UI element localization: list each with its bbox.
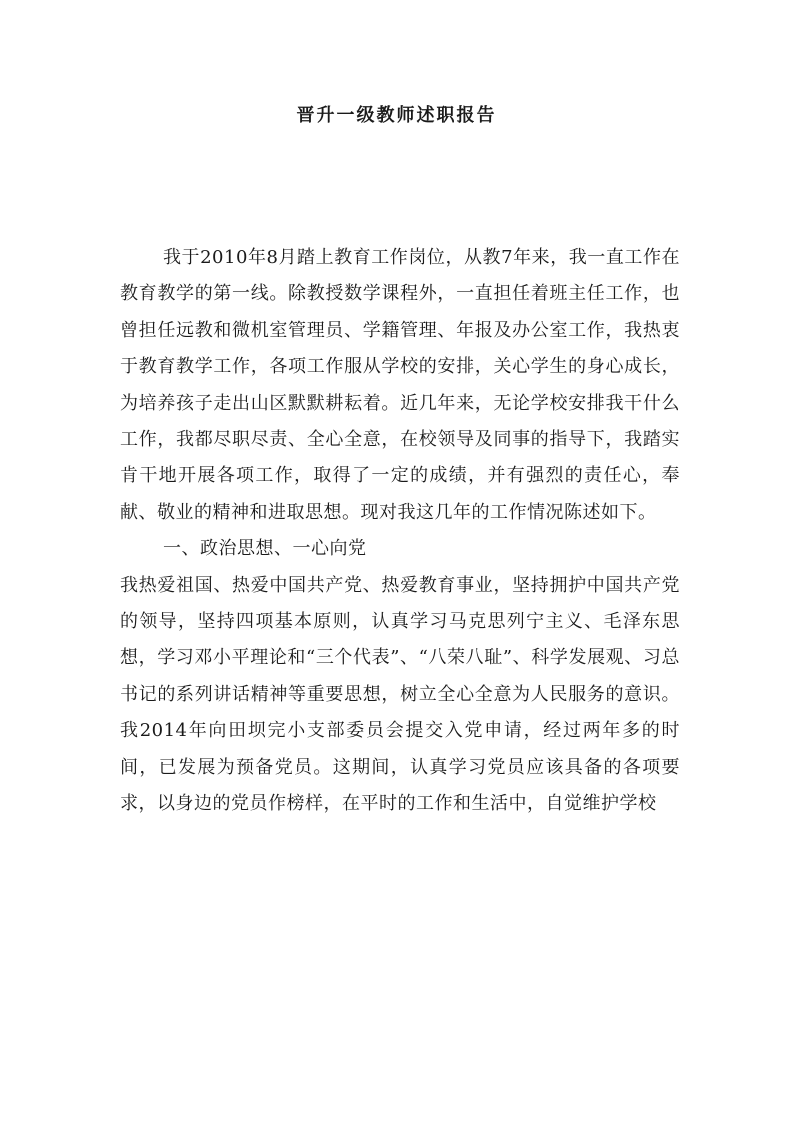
paragraph-intro: 我于2010年8月踏上教育工作岗位，从教7年来，我一直工作在教育教学的第一线。除教授数学课程外，一直担任着班主任工作，也曾担任远教和微机室管理员、学籍管理、年报及办公室工作，我热衷于教育教学工作，各项工作服从学校的安排，关心学生的身心成长，为培养孩子走出山区默默耕耘着。近几年来，无论学校安排我干什么工作，我都尽职尽责、全心全意，在校领导及同事的指导下，我踏实肯干地开展各项工作，取得了一定的成绩，并有强烈的责任心，奉献、敬业的精神和进取思想。现对我这几年的工作情况陈述如下。 [120,247,680,523]
document-body [120,240,680,823]
section-heading-politics: 一、政治思想、一心向党 [163,538,367,560]
document-title: 晋升一级教师述职报告 [296,105,497,126]
paragraph-politics: 我热爱祖国、热爱中国共产党、热爱教育事业，坚持拥护中国共产党的领导，坚持四项基本原则，认真学习马克思列宁主义、毛泽东思想，学习邓小平理论和“三个代表”、“八荣八耻”、科学发展观、习总书记的系列讲话精神等重要思想，树立全心全意为人民服务的意识。我2014年向田坝完小支部委员会提交入党申请，经过两年多的时间，已发展为预备党员。这期间，认真学习党员应该具备的各项要求，以身边的党员作榜样，在平时的工作和生活中，自觉维护学校 [120,574,680,815]
